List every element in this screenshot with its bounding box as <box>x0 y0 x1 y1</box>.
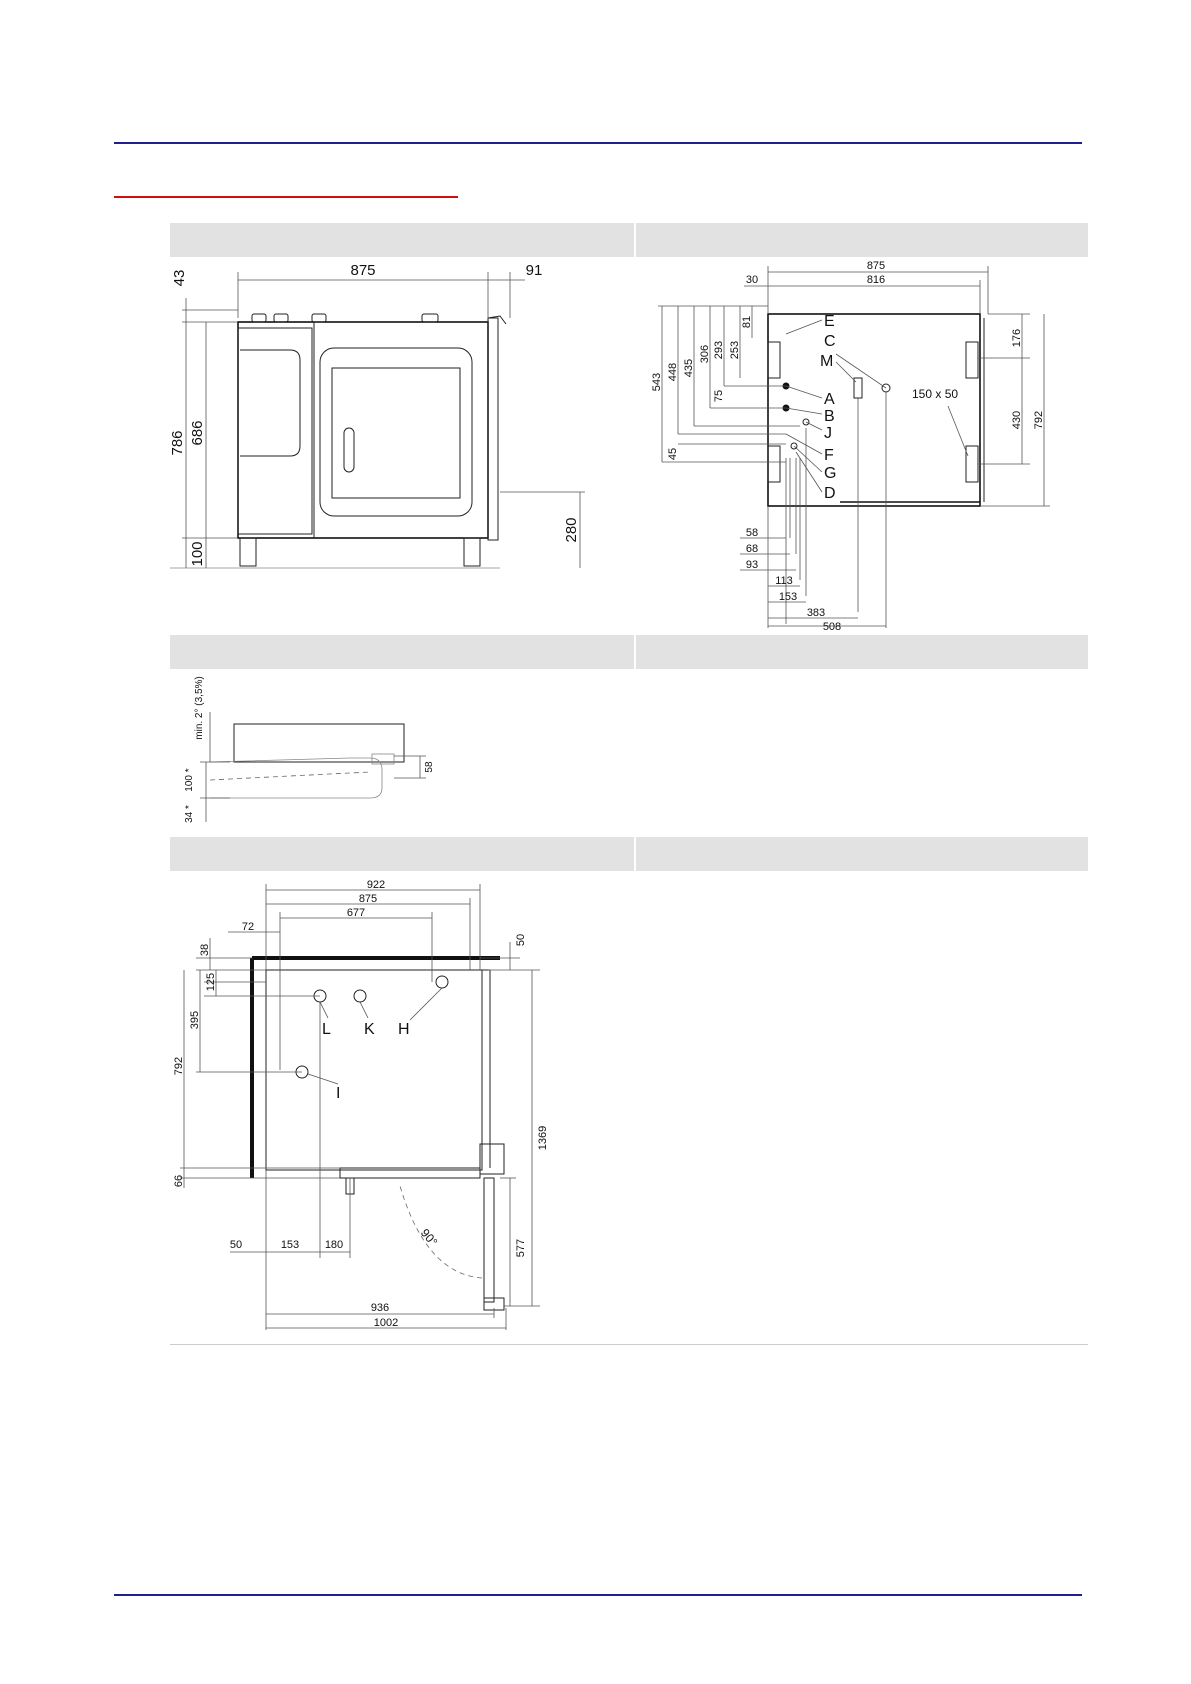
connection-label-f: F <box>824 447 834 464</box>
dim-label: 58 <box>745 527 759 539</box>
door-window <box>332 368 460 498</box>
section-band-2 <box>170 635 1088 669</box>
dim-label: 38 <box>199 943 211 957</box>
dim-label: 153 <box>280 1239 300 1251</box>
dim-label: 75 <box>713 389 725 403</box>
dim-label: 306 <box>699 344 711 364</box>
top-knob <box>312 314 326 322</box>
leader <box>786 320 822 334</box>
band-divider <box>634 223 636 257</box>
connection-label-j: J <box>824 425 832 442</box>
leader <box>410 988 442 1020</box>
connection-label-m: M <box>820 353 834 370</box>
dim-label: 50 <box>229 1239 243 1251</box>
dim-label: 293 <box>713 340 725 360</box>
section-band-3 <box>170 837 1088 871</box>
slope-label: min. 2° (3,5%) <box>194 676 205 740</box>
dim-label: 936 <box>370 1302 390 1314</box>
section-bottom-rule <box>170 1344 1088 1345</box>
leader <box>794 446 822 472</box>
title-underline <box>114 196 458 198</box>
connection-h <box>436 976 448 988</box>
foot-pad <box>768 446 780 482</box>
footer-rule <box>114 1594 1082 1596</box>
clearance-view-drawing <box>170 878 570 1338</box>
leader <box>836 354 886 388</box>
section-band-1 <box>170 223 1088 257</box>
dim-label: 176 <box>1011 328 1023 348</box>
appliance-base <box>234 724 404 762</box>
foot-size-label: 150 x 50 <box>912 387 959 401</box>
leader <box>786 408 822 414</box>
connection-label-e: E <box>824 313 835 330</box>
dim-label: 100 * <box>184 768 195 792</box>
dim-label: 100 <box>189 541 206 567</box>
vent-hood <box>488 316 506 324</box>
dim-label: 786 <box>169 430 186 456</box>
foot-pad <box>966 446 978 482</box>
dim-label: 543 <box>651 372 663 392</box>
leg <box>240 538 256 566</box>
leg <box>464 538 480 566</box>
leader <box>308 1074 338 1084</box>
foot-pad <box>768 342 780 378</box>
dim-label: 792 <box>173 1056 185 1076</box>
leader <box>360 1002 368 1018</box>
dim-label: 922 <box>366 879 386 891</box>
connection-label-b: B <box>824 408 835 425</box>
dim-label: 91 <box>525 262 543 279</box>
door-frame <box>320 348 472 516</box>
control-panel <box>238 328 312 534</box>
dim-label: 45 <box>667 447 679 461</box>
angle-label: 90° <box>417 1225 441 1249</box>
leader <box>786 386 822 398</box>
dim-label: 253 <box>729 340 741 360</box>
dim-label: 153 <box>778 591 798 603</box>
dim-label: 430 <box>1011 410 1023 430</box>
dim-label: 1002 <box>373 1317 399 1329</box>
dim-label: 875 <box>866 260 886 272</box>
top-knob <box>252 314 266 322</box>
door-handle <box>344 428 354 472</box>
dim-label: 180 <box>324 1239 344 1251</box>
connection-label-h: H <box>398 1021 410 1038</box>
unit-outline <box>266 970 482 1170</box>
dim-label: 435 <box>683 358 695 378</box>
leader <box>836 362 856 382</box>
connection-label-l: L <box>322 1021 331 1038</box>
dim-label: 58 <box>424 761 435 773</box>
connection-k <box>354 990 366 1002</box>
dim-label: 93 <box>745 559 759 571</box>
dim-label: 448 <box>667 362 679 382</box>
top-knob <box>274 314 288 322</box>
dim-label: 875 <box>350 262 376 279</box>
dim-label: 792 <box>1033 410 1045 430</box>
dim-label: 50 <box>515 933 527 947</box>
leader <box>806 422 822 430</box>
dim-label: 875 <box>358 893 378 905</box>
top-view-drawing <box>640 258 1060 633</box>
drain-pipe <box>210 758 382 798</box>
connection-label-g: G <box>824 465 837 482</box>
dim-label: 72 <box>241 921 255 933</box>
top-knob <box>422 314 438 322</box>
leader <box>320 1002 328 1018</box>
dim-label: 81 <box>741 315 753 329</box>
hinge-side <box>488 318 498 540</box>
dim-label: 30 <box>745 274 759 286</box>
dim-label: 686 <box>189 420 206 446</box>
connection-label-k: K <box>364 1021 375 1038</box>
band-divider <box>634 837 636 871</box>
header-rule <box>114 142 1082 144</box>
dim-label: 68 <box>745 543 759 555</box>
dim-label: 1369 <box>537 1125 549 1151</box>
dim-label: 125 <box>205 972 217 992</box>
dim-label: 395 <box>189 1010 201 1030</box>
door-swing <box>400 1186 482 1278</box>
dim-label: 577 <box>515 1238 527 1258</box>
connection-label-c: C <box>824 333 836 350</box>
dim-label: 280 <box>563 517 580 543</box>
band-divider <box>634 635 636 669</box>
connection-label-i: I <box>336 1085 341 1102</box>
foot-pad <box>966 342 978 378</box>
drain-slope <box>210 772 370 780</box>
connection-label-a: A <box>824 391 835 408</box>
dim-label: 34 * <box>184 805 195 823</box>
oven-body <box>238 322 488 538</box>
drain-detail-drawing <box>170 672 450 832</box>
dim-label: 677 <box>346 907 366 919</box>
dim-label: 43 <box>171 269 188 287</box>
front-view-drawing <box>170 258 600 588</box>
hinge-block <box>480 1144 504 1174</box>
connection-label-d: D <box>824 485 836 502</box>
door-open <box>484 1178 494 1302</box>
dim-label: 816 <box>866 274 886 286</box>
dim-label: 66 <box>173 1174 185 1188</box>
dim-label: 508 <box>822 621 842 633</box>
panel-recess <box>240 350 300 456</box>
dim-label: 113 <box>775 575 793 587</box>
dim-label: 383 <box>806 607 826 619</box>
leader <box>948 406 968 456</box>
